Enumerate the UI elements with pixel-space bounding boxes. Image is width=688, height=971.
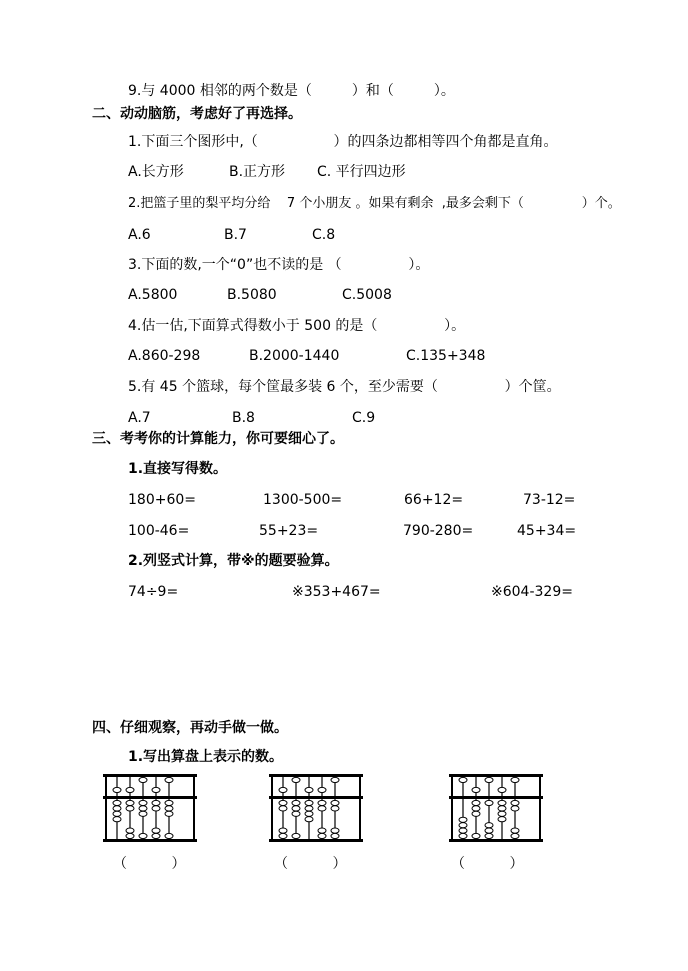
calc-item: 180+60= (128, 492, 196, 508)
abacus-bead (152, 800, 160, 805)
abacus-bottom-bar (103, 839, 197, 842)
abacus-bead (498, 817, 506, 822)
abacus-side (271, 774, 273, 842)
abacus-bead (126, 833, 134, 838)
abacus-bead (292, 777, 300, 782)
calc-item: 790-280= (403, 523, 474, 539)
abacus-side (359, 774, 361, 842)
abacus-bead (331, 777, 339, 782)
abacus-bead (459, 777, 467, 782)
question-9 (128, 82, 455, 100)
question-9-text-mid: ）和（ (351, 83, 394, 99)
abacus-bead (292, 811, 300, 816)
s2-q5-option-b: B.8 (232, 410, 255, 426)
abacus-bead (113, 787, 121, 792)
abacus-bead (126, 787, 134, 792)
section-2-title: 二、动动脑筋，考虑好了再选择。 (92, 106, 302, 122)
abacus-bead (485, 833, 493, 838)
s3-sub2-title: 2.列竖式计算，带※的题要验算。 (128, 553, 339, 569)
s2-q1-option-c: C. 平行四边形 (317, 164, 406, 180)
s2-q1-option-b: B.正方形 (229, 164, 286, 180)
section-4-title: 四、仔细观察，再动手做一做。 (92, 720, 288, 736)
abacus-bead (331, 806, 339, 811)
s2-q5: 5.有 45 个篮球，每个筐最多装 6 个，至少需要（ ）个筐。 (128, 379, 561, 395)
s2-q3-option-b: B.5080 (227, 287, 277, 303)
abacus-bead (152, 833, 160, 838)
abacus-bead (305, 806, 313, 811)
abacus-bead (472, 800, 480, 805)
s3-sub1-title: 1.直接写得数。 (128, 461, 228, 477)
abacus-bead (126, 828, 134, 833)
abacus-bead (511, 828, 519, 833)
calc-item: 100-46= (128, 523, 190, 539)
abacus-bead (318, 800, 326, 805)
question-9-text-end: ）。 (433, 83, 455, 99)
abacus-bead (279, 828, 287, 833)
abacus-bead (113, 811, 121, 816)
abacus-bead (318, 828, 326, 833)
abacus-bead (113, 800, 121, 805)
s2-q2-option-a: A.6 (128, 227, 151, 243)
abacus-bead (472, 806, 480, 811)
s2-q2-option-b: B.7 (224, 227, 247, 243)
abacus-bead (485, 777, 493, 782)
abacus-side (105, 774, 107, 842)
abacus-bead (279, 787, 287, 792)
s2-q2-option-c: C.8 (312, 227, 336, 243)
abacus-answer-blank[interactable]: （ ） (274, 856, 347, 872)
s2-q5-option-a: A.7 (128, 410, 151, 426)
abacus-bead (126, 800, 134, 805)
abacus-bottom-bar (449, 839, 543, 842)
abacus-bead (152, 828, 160, 833)
abacus-bead (472, 833, 480, 838)
s2-q2: 2.把篮子里的梨平均分给 7 个小朋友 。如果有剩余 ,最多会剩下（ ）个。 (128, 196, 621, 211)
abacus-bead (511, 777, 519, 782)
abacus-figure (103, 772, 197, 846)
abacus-bead (139, 777, 147, 782)
abacus-bead (305, 787, 313, 792)
abacus-figure (449, 772, 543, 846)
s2-q3: 3.下面的数,一个“0”也不读的是 （ ）。 (128, 257, 430, 273)
abacus-bead (113, 817, 121, 822)
s2-q4-option-a: A.860-298 (128, 348, 201, 364)
question-9-text: 9.与 4000 相邻的两个数是（ (128, 83, 312, 99)
abacus-bead (139, 833, 147, 838)
s2-q3-option-c: C.5008 (342, 287, 392, 303)
abacus-bead (305, 800, 313, 805)
s2-q1-option-a: A.长方形 (128, 164, 184, 180)
abacus-bead (485, 828, 493, 833)
abacus-bead (511, 800, 519, 805)
s4-sub1-title: 1.写出算盘上表示的数。 (128, 749, 284, 765)
abacus-top-bar (269, 774, 363, 777)
section-3-title: 三、考考你的计算能力，你可要细心了。 (92, 431, 344, 447)
abacus-bead (459, 828, 467, 833)
abacus-bead (279, 806, 287, 811)
abacus-bead (318, 787, 326, 792)
abacus-bead (318, 833, 326, 838)
calc-item: 45+34= (517, 523, 577, 539)
abacus-bead (305, 811, 313, 816)
abacus-bead (331, 828, 339, 833)
abacus-bead (511, 833, 519, 838)
s2-q1: 1.下面三个图形中,（ ）的四条边都相等四个角都是直角。 (128, 134, 558, 150)
abacus-side (451, 774, 453, 842)
abacus-bead (485, 800, 493, 805)
s2-q4: 4.估一估,下面算式得数小于 500 的是（ ）。 (128, 318, 466, 334)
s2-q4-option-c: C.135+348 (406, 348, 486, 364)
abacus-bead (459, 823, 467, 828)
abacus-bead (165, 800, 173, 805)
abacus-bead (165, 811, 173, 816)
abacus-bead (485, 823, 493, 828)
abacus-bead (331, 833, 339, 838)
abacus-bead (165, 806, 173, 811)
abacus-bead (292, 806, 300, 811)
abacus-bead (279, 800, 287, 805)
abacus-top-bar (103, 774, 197, 777)
abacus-figure (269, 772, 363, 846)
vertical-calc-item: ※604-329= (491, 584, 573, 600)
s2-q4-option-b: B.2000-1440 (249, 348, 340, 364)
abacus-bead (152, 806, 160, 811)
abacus-bead (305, 817, 313, 822)
abacus-top-bar (449, 774, 543, 777)
abacus-bead (126, 806, 134, 811)
calc-item: 1300-500= (263, 492, 343, 508)
abacus-answer-blank[interactable]: （ ） (451, 856, 524, 872)
abacus-bead (292, 833, 300, 838)
abacus-side (539, 774, 541, 842)
abacus-bead (498, 787, 506, 792)
abacus-bead (498, 800, 506, 805)
calc-item: 73-12= (523, 492, 576, 508)
s2-q3-option-a: A.5800 (128, 287, 178, 303)
abacus-bead (498, 806, 506, 811)
vertical-calc-item: ※353+467= (292, 584, 381, 600)
abacus-bead (511, 806, 519, 811)
abacus-bead (165, 777, 173, 782)
abacus-bead (472, 787, 480, 792)
abacus-bead (459, 817, 467, 822)
abacus-bead (139, 811, 147, 816)
abacus-bead (472, 811, 480, 816)
vertical-calc-item: 74÷9= (128, 584, 179, 600)
s2-q5-option-c: C.9 (352, 410, 376, 426)
abacus-bead (139, 806, 147, 811)
abacus-bead (331, 800, 339, 805)
abacus-answer-blank[interactable]: （ ） (113, 856, 186, 872)
abacus-bead (152, 787, 160, 792)
calc-item: 55+23= (259, 523, 319, 539)
abacus-bead (318, 806, 326, 811)
abacus-bead (113, 806, 121, 811)
calc-item: 66+12= (404, 492, 464, 508)
abacus-bead (498, 811, 506, 816)
abacus-bead (292, 800, 300, 805)
abacus-bead (139, 800, 147, 805)
abacus-bead (459, 833, 467, 838)
abacus-bead (279, 833, 287, 838)
abacus-bead (165, 833, 173, 838)
abacus-bottom-bar (269, 839, 363, 842)
abacus-side (193, 774, 195, 842)
